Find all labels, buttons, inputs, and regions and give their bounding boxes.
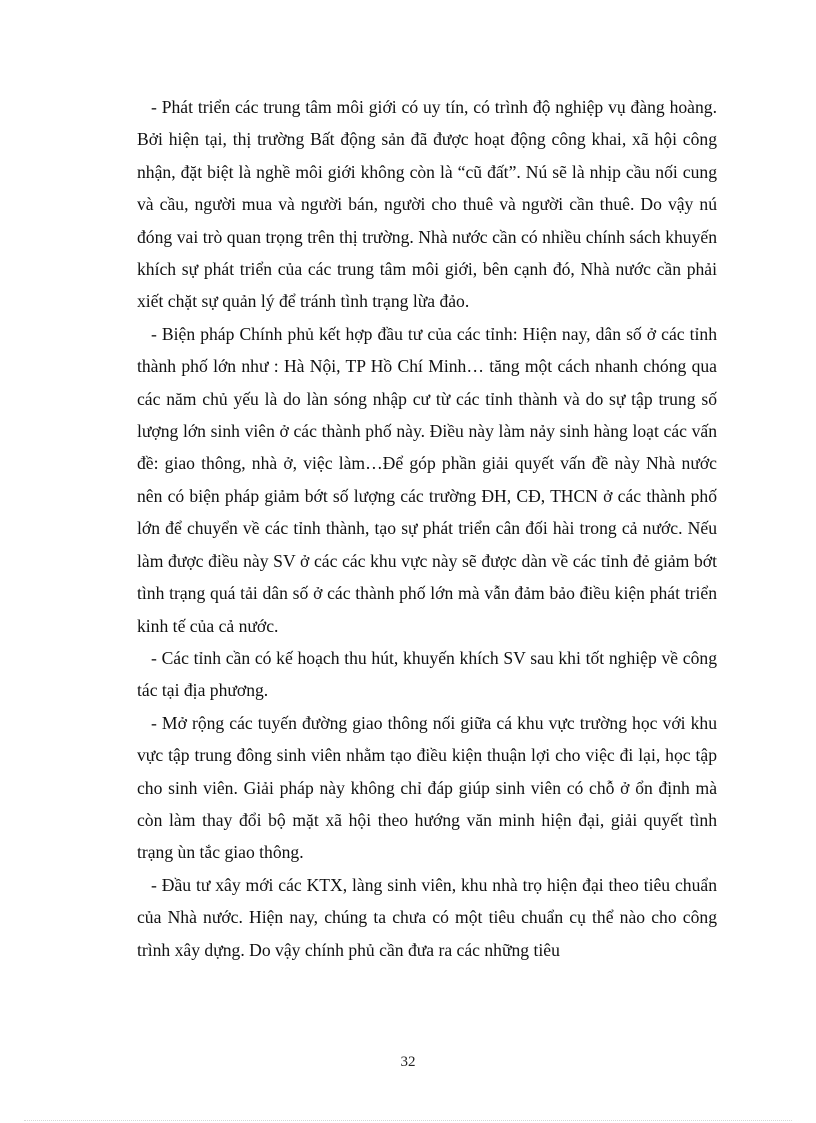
paragraph-transport-routes: - Mở rộng các tuyến đường giao thông nối giữa cá khu vực trường học với khu vực tập trung đông sinh viên nhằm tạo điều kiện thuận lợi cho việc đi lại, học tập cho sinh viên. Giải pháp này không chỉ đáp giúp sinh viên có chỗ ở ổn định mà còn làm thay đổi bộ mặt xã hội theo hướng văn minh hiện đại, giải quyết tình trạng ùn tắc giao thông. — [137, 712, 717, 863]
footer-divider — [24, 1120, 792, 1121]
body-text — [137, 91, 717, 966]
paragraph-dormitory-investment: - Đầu tư xây mới các KTX, làng sinh viên, khu nhà trọ hiện đại theo tiêu chuẩn của Nhà nước. Hiện nay, chúng ta chưa có một tiêu chuẩn cụ thể nào cho công trình xây dựng. Do vậy chính phủ cần đưa ra các những tiêu — [137, 874, 717, 960]
paragraph-graduate-incentives: - Các tỉnh cần có kế hoạch thu hút, khuyến khích SV sau khi tốt nghiệp về công tác tại địa phương. — [137, 647, 717, 701]
paragraph-government-provinces: - Biện pháp Chính phủ kết hợp đầu tư của các tỉnh: Hiện nay, dân số ở các tỉnh thành phố lớn như : Hà Nội, TP Hồ Chí Minh… tăng một cách nhanh chóng qua các năm chủ yếu là do làn sóng nhập cư từ các tỉnh thành và do sự tập trung số lượng lớn sinh viên ở các thành phố này. Điều này làm nảy sinh hàng loạt các vấn đề: giao thông, nhà ở, việc làm…Để góp phần giải quyết vấn đề này Nhà nước nên có biện pháp giảm bớt số lượng các trường ĐH, CĐ, THCN ở các thành phố lớn để chuyển về các tỉnh thành, tạo sự phát triển cân đối hài trong cả nước. Nếu làm được điều này SV ở các các khu vực này sẽ được dàn về các tỉnh đẻ giảm bớt tình trạng quá tải dân số ở các thành phố lớn mà vẫn đảm bảo điều kiện phát triển kinh tế của cả nước. — [137, 323, 717, 636]
paragraph-brokerage-centers: - Phát triển các trung tâm môi giới có uy tín, có trình độ nghiệp vụ đàng hoàng. Bởi hiện tại, thị trường Bất động sản đã được hoạt động công khai, xã hội công nhận, đặt biệt là nghề môi giới không còn là “cũ đất”. Nú sẽ là nhịp cầu nối cung và cầu, người mua và người bán, người cho thuê và người cần thuê. Do vậy nú đóng vai trò quan trọng trên thị trường. Nhà nước cần có nhiều chính sách khuyến khích sự phát triển của các trung tâm môi giới, bên cạnh đó, Nhà nước cần phải xiết chặt sự quản lý để tránh tình trạng lừa đảo. — [137, 97, 717, 312]
page-number: 32 — [400, 1054, 416, 1070]
